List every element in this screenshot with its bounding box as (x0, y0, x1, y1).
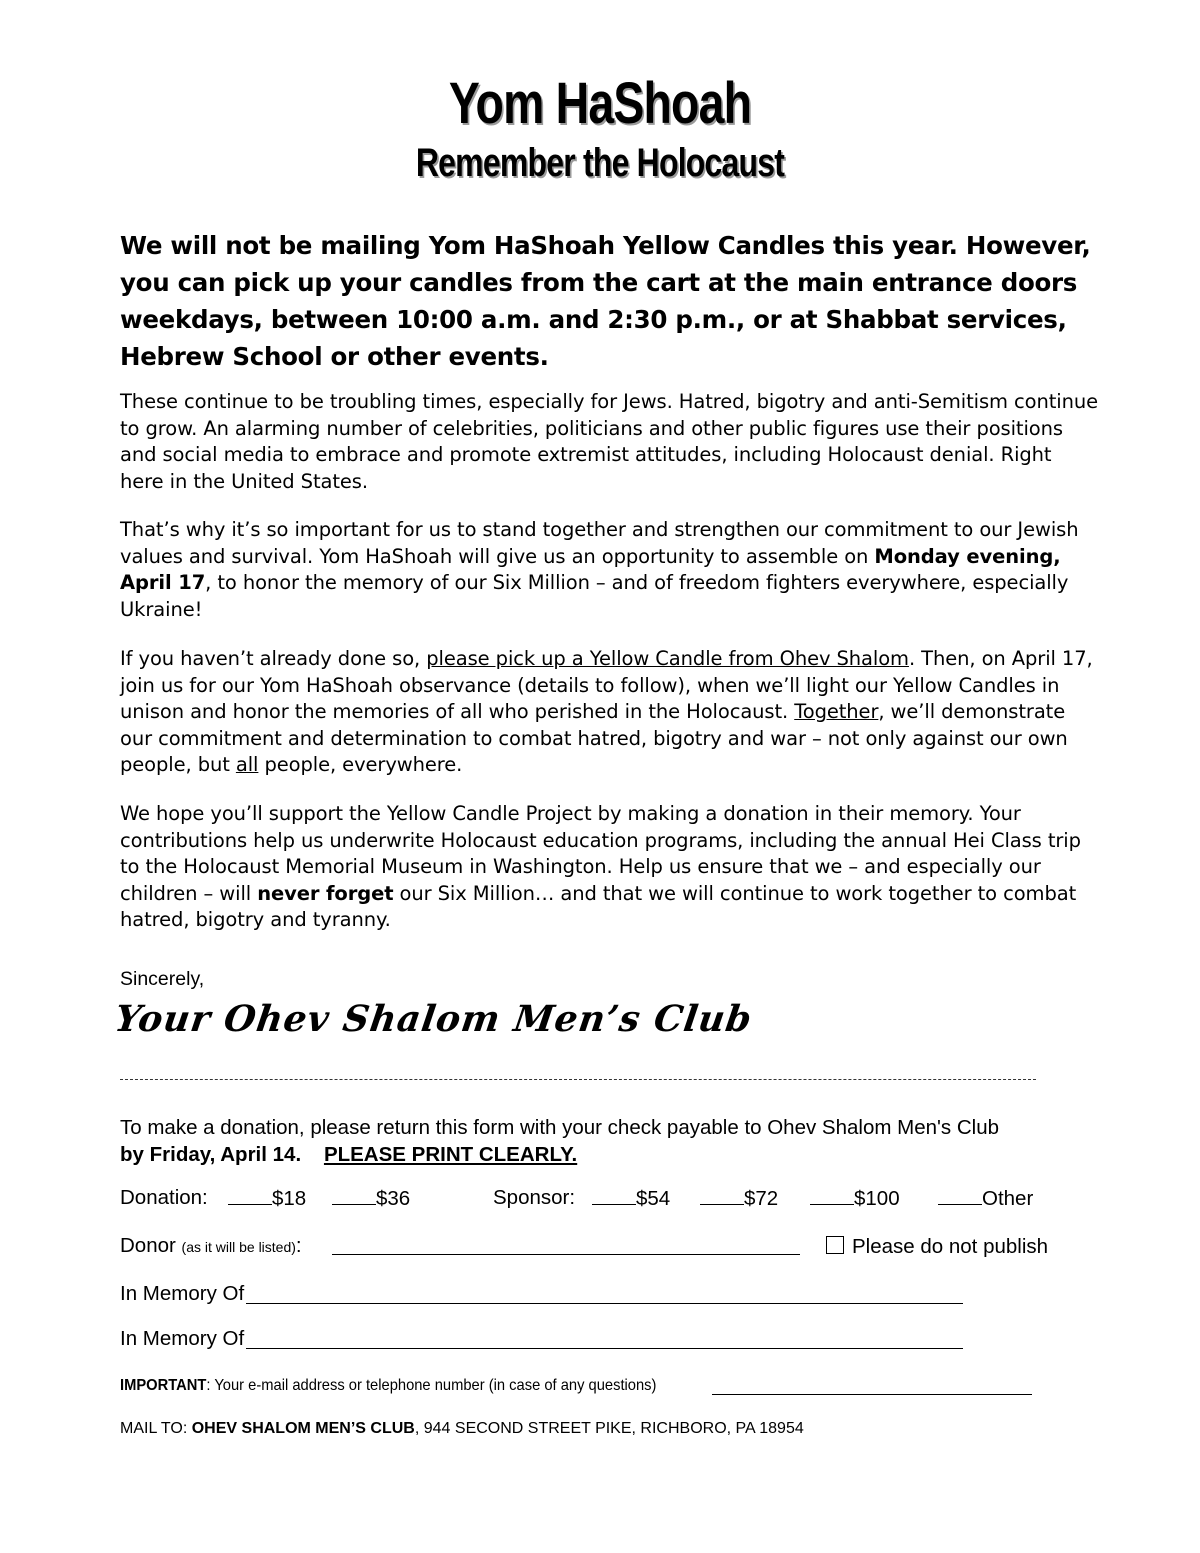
donation-options-row (120, 1186, 1080, 1214)
page-title: Yom HaShoah (448, 71, 752, 136)
text-span: , we’ll demonstrate our commitment and determination to combat hatred, bigotry and war – not only against our own people, but (120, 700, 1068, 776)
option-amount: $72 (744, 1187, 779, 1210)
paragraph-donation-appeal (120, 801, 1100, 934)
event-date: Monday evening, April 17 (120, 544, 1061, 594)
in-memory-row-1 (120, 1282, 970, 1310)
do-not-publish-label: Please do not publish (852, 1235, 1049, 1258)
sponsor-label: Sponsor: (493, 1186, 576, 1209)
in-memory-row-2 (120, 1327, 970, 1355)
page-subtitle: Remember the Holocaust (415, 141, 785, 185)
mail-to-label: MAIL TO: (120, 1420, 192, 1437)
donor-name-field[interactable] (332, 1254, 800, 1255)
do-not-publish-option[interactable] (826, 1235, 1048, 1259)
option-blank[interactable] (810, 1186, 854, 1205)
option-blank[interactable] (592, 1186, 636, 1205)
paragraph-stand-together (120, 517, 1100, 623)
option-amount: Other (982, 1187, 1034, 1210)
option-amount: $36 (376, 1187, 411, 1210)
option-blank[interactable] (332, 1186, 376, 1205)
option-blank[interactable] (228, 1186, 272, 1205)
text-span: We hope you’ll support the Yellow Candle Project by making a donation in their memory. Your contributions help us underwrite Holocaust education programs, including the annual Hei Class trip to the Holocaust Memorial Museum in Washington. Help us ensure that we – and especially our children – will (120, 802, 1081, 905)
option-amount: $100 (854, 1187, 900, 1210)
all-emphasis: all (235, 753, 259, 776)
signature: Your Ohev Shalom Men’s Club (112, 998, 755, 1040)
in-memory-field-2[interactable] (246, 1348, 963, 1349)
text-span: , to honor the memory of our Six Million – and of freedom fighters everywhere, especially Ukraine! (120, 571, 1069, 621)
sponsor-option-other[interactable] (938, 1186, 1033, 1211)
donor-label (120, 1234, 302, 1258)
important-label: IMPORTANT (120, 1377, 207, 1394)
paragraph-troubling-times: These continue to be troubling times, especially for Jews. Hatred, bigotry and anti-Semitism continue to grow. An alarming number of celebrities, politicians and other public figures use their positions and social media to embrace and promote extremist attitudes, including Holocaust denial. Right here in the United States. (120, 390, 1099, 493)
option-blank[interactable] (938, 1186, 982, 1205)
lead-announcement: We will not be mailing Yom HaShoah Yellow Candles this year. However, you can pick up your candles from the cart at the main entrance doors weekdays, between 10:00 a.m. and 2:30 p.m., or at Shabbat services, Hebrew School or other events. (120, 231, 1091, 371)
contact-info-field[interactable] (712, 1394, 1032, 1395)
text-span: That’s why it’s so important for us to stand together and strengthen our commitment to our Jewish values and survival. Yom HaShoah will give us an opportunity to assemble on (120, 518, 1079, 568)
donor-label-text: Donor (120, 1234, 176, 1257)
in-memory-label: In Memory Of (120, 1282, 245, 1305)
mail-to-org: OHEV SHALOM MEN’S CLUB (191, 1420, 415, 1437)
contact-info-row (120, 1377, 656, 1395)
donation-label: Donation: (120, 1186, 208, 1209)
in-memory-field-1[interactable] (246, 1303, 963, 1304)
donation-option-18[interactable] (228, 1186, 306, 1211)
donor-row (120, 1234, 1080, 1262)
option-amount: $18 (272, 1187, 307, 1210)
pickup-emphasis: please pick up a Yellow Candle from Ohev Shalom (426, 647, 909, 670)
mail-to-address (120, 1420, 804, 1438)
donor-colon: : (295, 1234, 302, 1257)
sponsor-option-100[interactable] (810, 1186, 900, 1211)
cut-line-divider (120, 1079, 1036, 1080)
form-intro-text: To make a donation, please return this form with your check payable to Ohev Shalom Men's Club (120, 1116, 1000, 1139)
mail-to-street: , 944 SECOND STREET PIKE, RICHBORO, PA 18954 (414, 1420, 804, 1437)
form-instructions (120, 1114, 1120, 1168)
donation-option-36[interactable] (332, 1186, 410, 1211)
form-deadline: by Friday, April 14. (120, 1143, 302, 1166)
text-span: If you haven’t already done so, (120, 647, 427, 670)
sponsor-option-72[interactable] (700, 1186, 778, 1211)
option-amount: $54 (636, 1187, 671, 1210)
in-memory-label: In Memory Of (120, 1327, 245, 1350)
text-span: . Then, on April 17, join us for our Yom HaShoah observance (details to follow), when we’ll light our Yellow Candles in unison and honor the memories of all who perished in the Holocaust. (120, 647, 1093, 723)
donor-note: (as it will be listed) (181, 1239, 296, 1255)
sponsor-option-54[interactable] (592, 1186, 670, 1211)
text-span: our Six Million… and that we will continue to work together to combat hatred, bigotry and tyranny. (120, 881, 1077, 931)
together-emphasis: Together (794, 700, 879, 723)
text-span: people, everywhere. (258, 753, 463, 776)
print-clearly-notice: PLEASE PRINT CLEARLY. (323, 1143, 578, 1166)
option-blank[interactable] (700, 1186, 744, 1205)
never-forget-emphasis: never forget (257, 881, 394, 905)
do-not-publish-checkbox[interactable] (826, 1236, 844, 1254)
paragraph-pick-up-candle (120, 646, 1100, 779)
important-text: : Your e-mail address or telephone number (in case of any questions) (206, 1377, 657, 1394)
closing-sincerely: Sincerely, (120, 968, 205, 990)
